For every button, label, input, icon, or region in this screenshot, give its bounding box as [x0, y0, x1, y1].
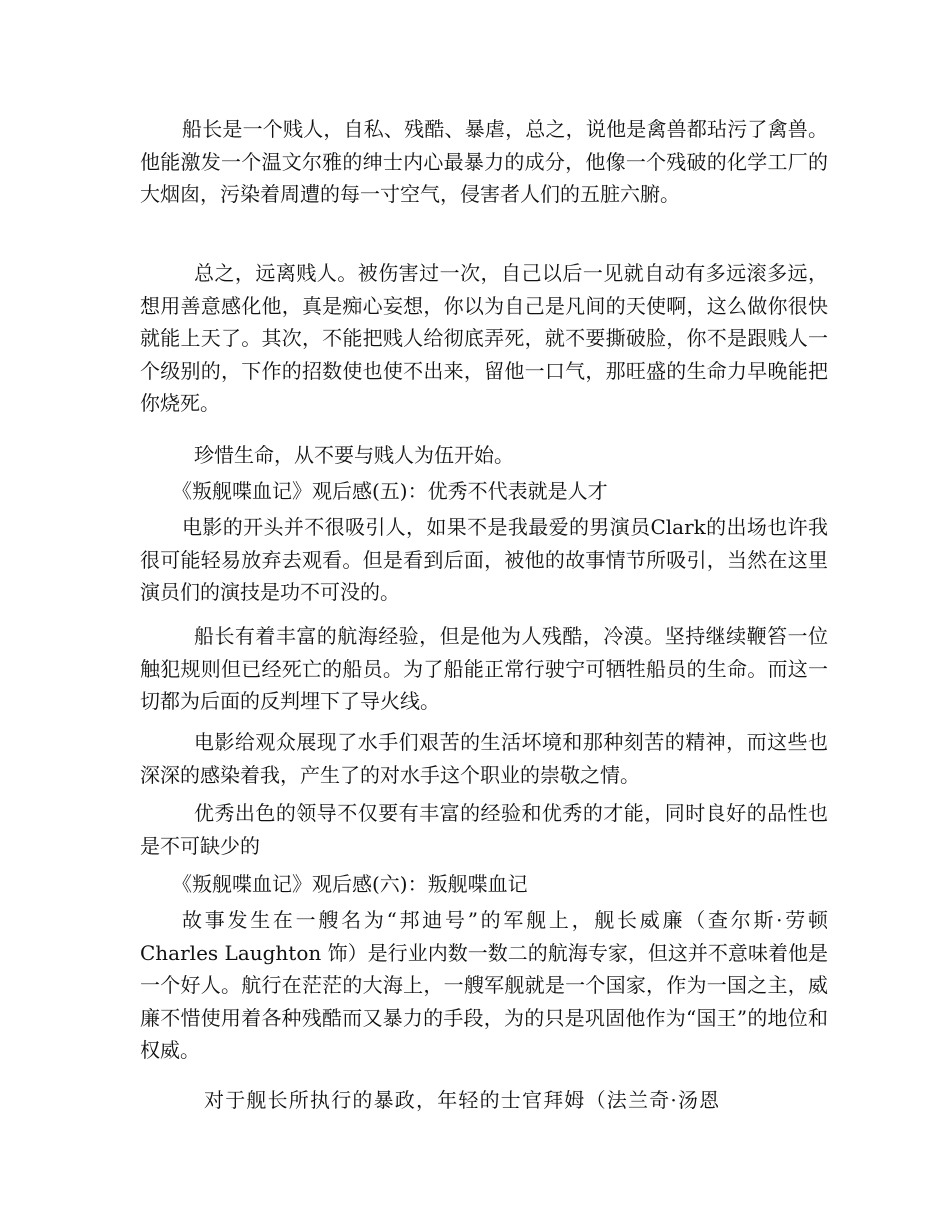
paragraph-sailors-life: 电影给观众展现了水手们艰苦的生活坏境和那种刻苦的精神，而这些也深深的感染着我，产生了的对水手这个职业的崇敬之情。	[140, 730, 828, 787]
paragraph-captain-experience: 船长有着丰富的航海经验，但是他为人残酷，冷漠。坚持继续鞭笞一位触犯规则但已经死亡的船员。为了船能正常行驶宁可牺牲船员的生命。而这一切都为后面的反判埋下了导火线。	[140, 624, 828, 714]
paragraph-byam: 对于舰长所执行的暴政，年轻的士官拜姆（法兰奇·汤恩	[204, 1088, 721, 1112]
paragraph-captain-description: 船长是一个贱人，自私、残酷、暴虐，总之，说他是禽兽都玷污了禽兽。他能激发一个温文尔雅的绅士内心最暴力的成分，他像一个残破的化学工厂的大烟囱，污染着周遭的每一寸空气，侵害者人们的五脏六腑。	[140, 117, 828, 207]
section-heading-6: 《叛舰喋血记》观后感(六)：叛舰喋血记	[172, 872, 528, 896]
paragraph-cherish-life: 珍惜生命，从不要与贱人为伍开始。	[194, 443, 514, 467]
paragraph-story-bounty: 故事发生在一艘名为“邦迪号”的军舰上，舰长威廉（查尔斯·劳顿 Charles Laughton 饰）是行业内数一数二的航海专家，但这并不意味着他是一个好人。航行在茫茫的大海上，一艘军舰就是一个国家，作为一国之主，威廉不惜使用着各种残酷而又暴力的手段，为的只是巩固他作为“国王”的地位和权威。	[140, 908, 828, 1063]
section-heading-5: 《叛舰喋血记》观后感(五)：优秀不代表就是人才	[172, 479, 608, 503]
paragraph-leadership: 优秀出色的领导不仅要有丰富的经验和优秀的才能，同时良好的品性也是不可缺少的	[140, 801, 828, 858]
paragraph-film-opening: 电影的开头并不很吸引人，如果不是我最爱的男演员Clark的出场也许我很可能轻易放弃去观看。但是看到后面，被他的故事情节所吸引，当然在这里演员们的演技是功不可没的。	[140, 515, 828, 605]
paragraph-stay-away: 总之，远离贱人。被伤害过一次，自己以后一见就自动有多远滚多远，想用善意感化他，真是痴心妄想，你以为自己是凡间的天使啊，这么做你很快就能上天了。其次，不能把贱人给彻底弄死，就不要撕破脸，你不是跟贱人一个级别的，下作的招数使也使不出来，留他一口气，那旺盛的生命力早晚能把你烧死。	[140, 261, 828, 416]
